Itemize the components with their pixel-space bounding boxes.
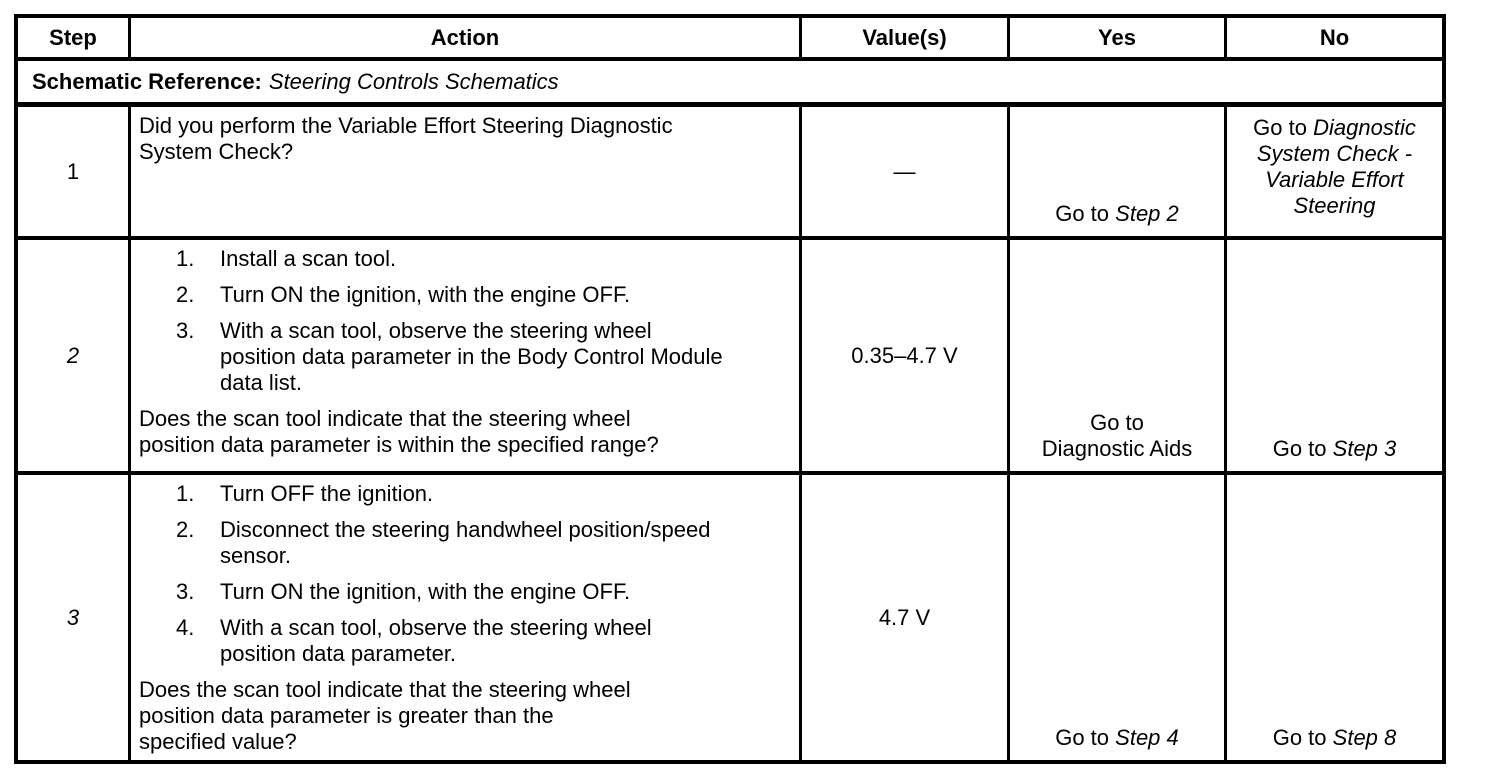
value-cell-1: — (802, 107, 1010, 240)
schematic-reference-row (18, 61, 1442, 107)
yes-cell-1 (1010, 107, 1227, 240)
no-cell-1 (1227, 107, 1442, 240)
goto-text: Go to Diagnostic System Check - Variable Effort Steering (1253, 115, 1416, 218)
step-cell-1: 1 (18, 107, 131, 240)
action-list-item: With a scan tool, observe the steering wheel position data parameter in the Body Control Module data list. (220, 318, 723, 395)
question-text: Does the scan tool indicate that the steering wheel position data parameter is within the specified range? (139, 406, 659, 457)
action-cell-1 (131, 107, 802, 240)
no-cell-3 (1227, 475, 1442, 760)
step-cell-3: 3 (18, 475, 131, 760)
question-text: Did you perform the Variable Effort Steering Diagnostic System Check? (139, 113, 673, 164)
action-list-item: Disconnect the steering handwheel position/speed sensor. (220, 517, 711, 568)
col-header-no: No (1227, 18, 1442, 61)
diagnostic-table (14, 14, 1446, 764)
action-list-item: Turn OFF the ignition. (220, 481, 434, 506)
yes-cell-3 (1010, 475, 1227, 760)
action-cell-3 (131, 475, 802, 760)
goto-text: Go to Step 2 (1055, 201, 1179, 226)
action-cell-2 (131, 240, 802, 475)
yes-cell-2 (1010, 240, 1227, 475)
action-list (139, 246, 791, 396)
col-header-step: Step (18, 18, 131, 61)
col-header-yes: Yes (1010, 18, 1227, 61)
goto-text: Go to Step 4 (1055, 725, 1179, 750)
action-list-item: Install a scan tool. (220, 246, 397, 271)
action-list-item: With a scan tool, observe the steering wheel position data parameter. (220, 615, 652, 666)
step-cell-2: 2 (18, 240, 131, 475)
value-cell-3: 4.7 V (802, 475, 1010, 760)
goto-text: Go to Diagnostic Aids (1041, 410, 1193, 461)
col-header-action: Action (131, 18, 802, 61)
goto-text: Go to Step 3 (1272, 436, 1397, 461)
action-list-item: Turn ON the ignition, with the engine OFF. (220, 282, 631, 307)
action-list-item: Turn ON the ignition, with the engine OFF. (220, 579, 631, 604)
col-header-values: Value(s) (802, 18, 1010, 61)
schematic-reference-value: Steering Controls Schematics (268, 68, 559, 94)
value-cell-2: 0.35–4.7 V (802, 240, 1010, 475)
schematic-reference-label: Schematic Reference: (32, 68, 262, 94)
action-list (139, 481, 791, 667)
no-cell-2 (1227, 240, 1442, 475)
goto-text: Go to Step 8 (1272, 725, 1397, 750)
question-text: Does the scan tool indicate that the steering wheel position data parameter is greater than the specified value? (139, 677, 631, 754)
